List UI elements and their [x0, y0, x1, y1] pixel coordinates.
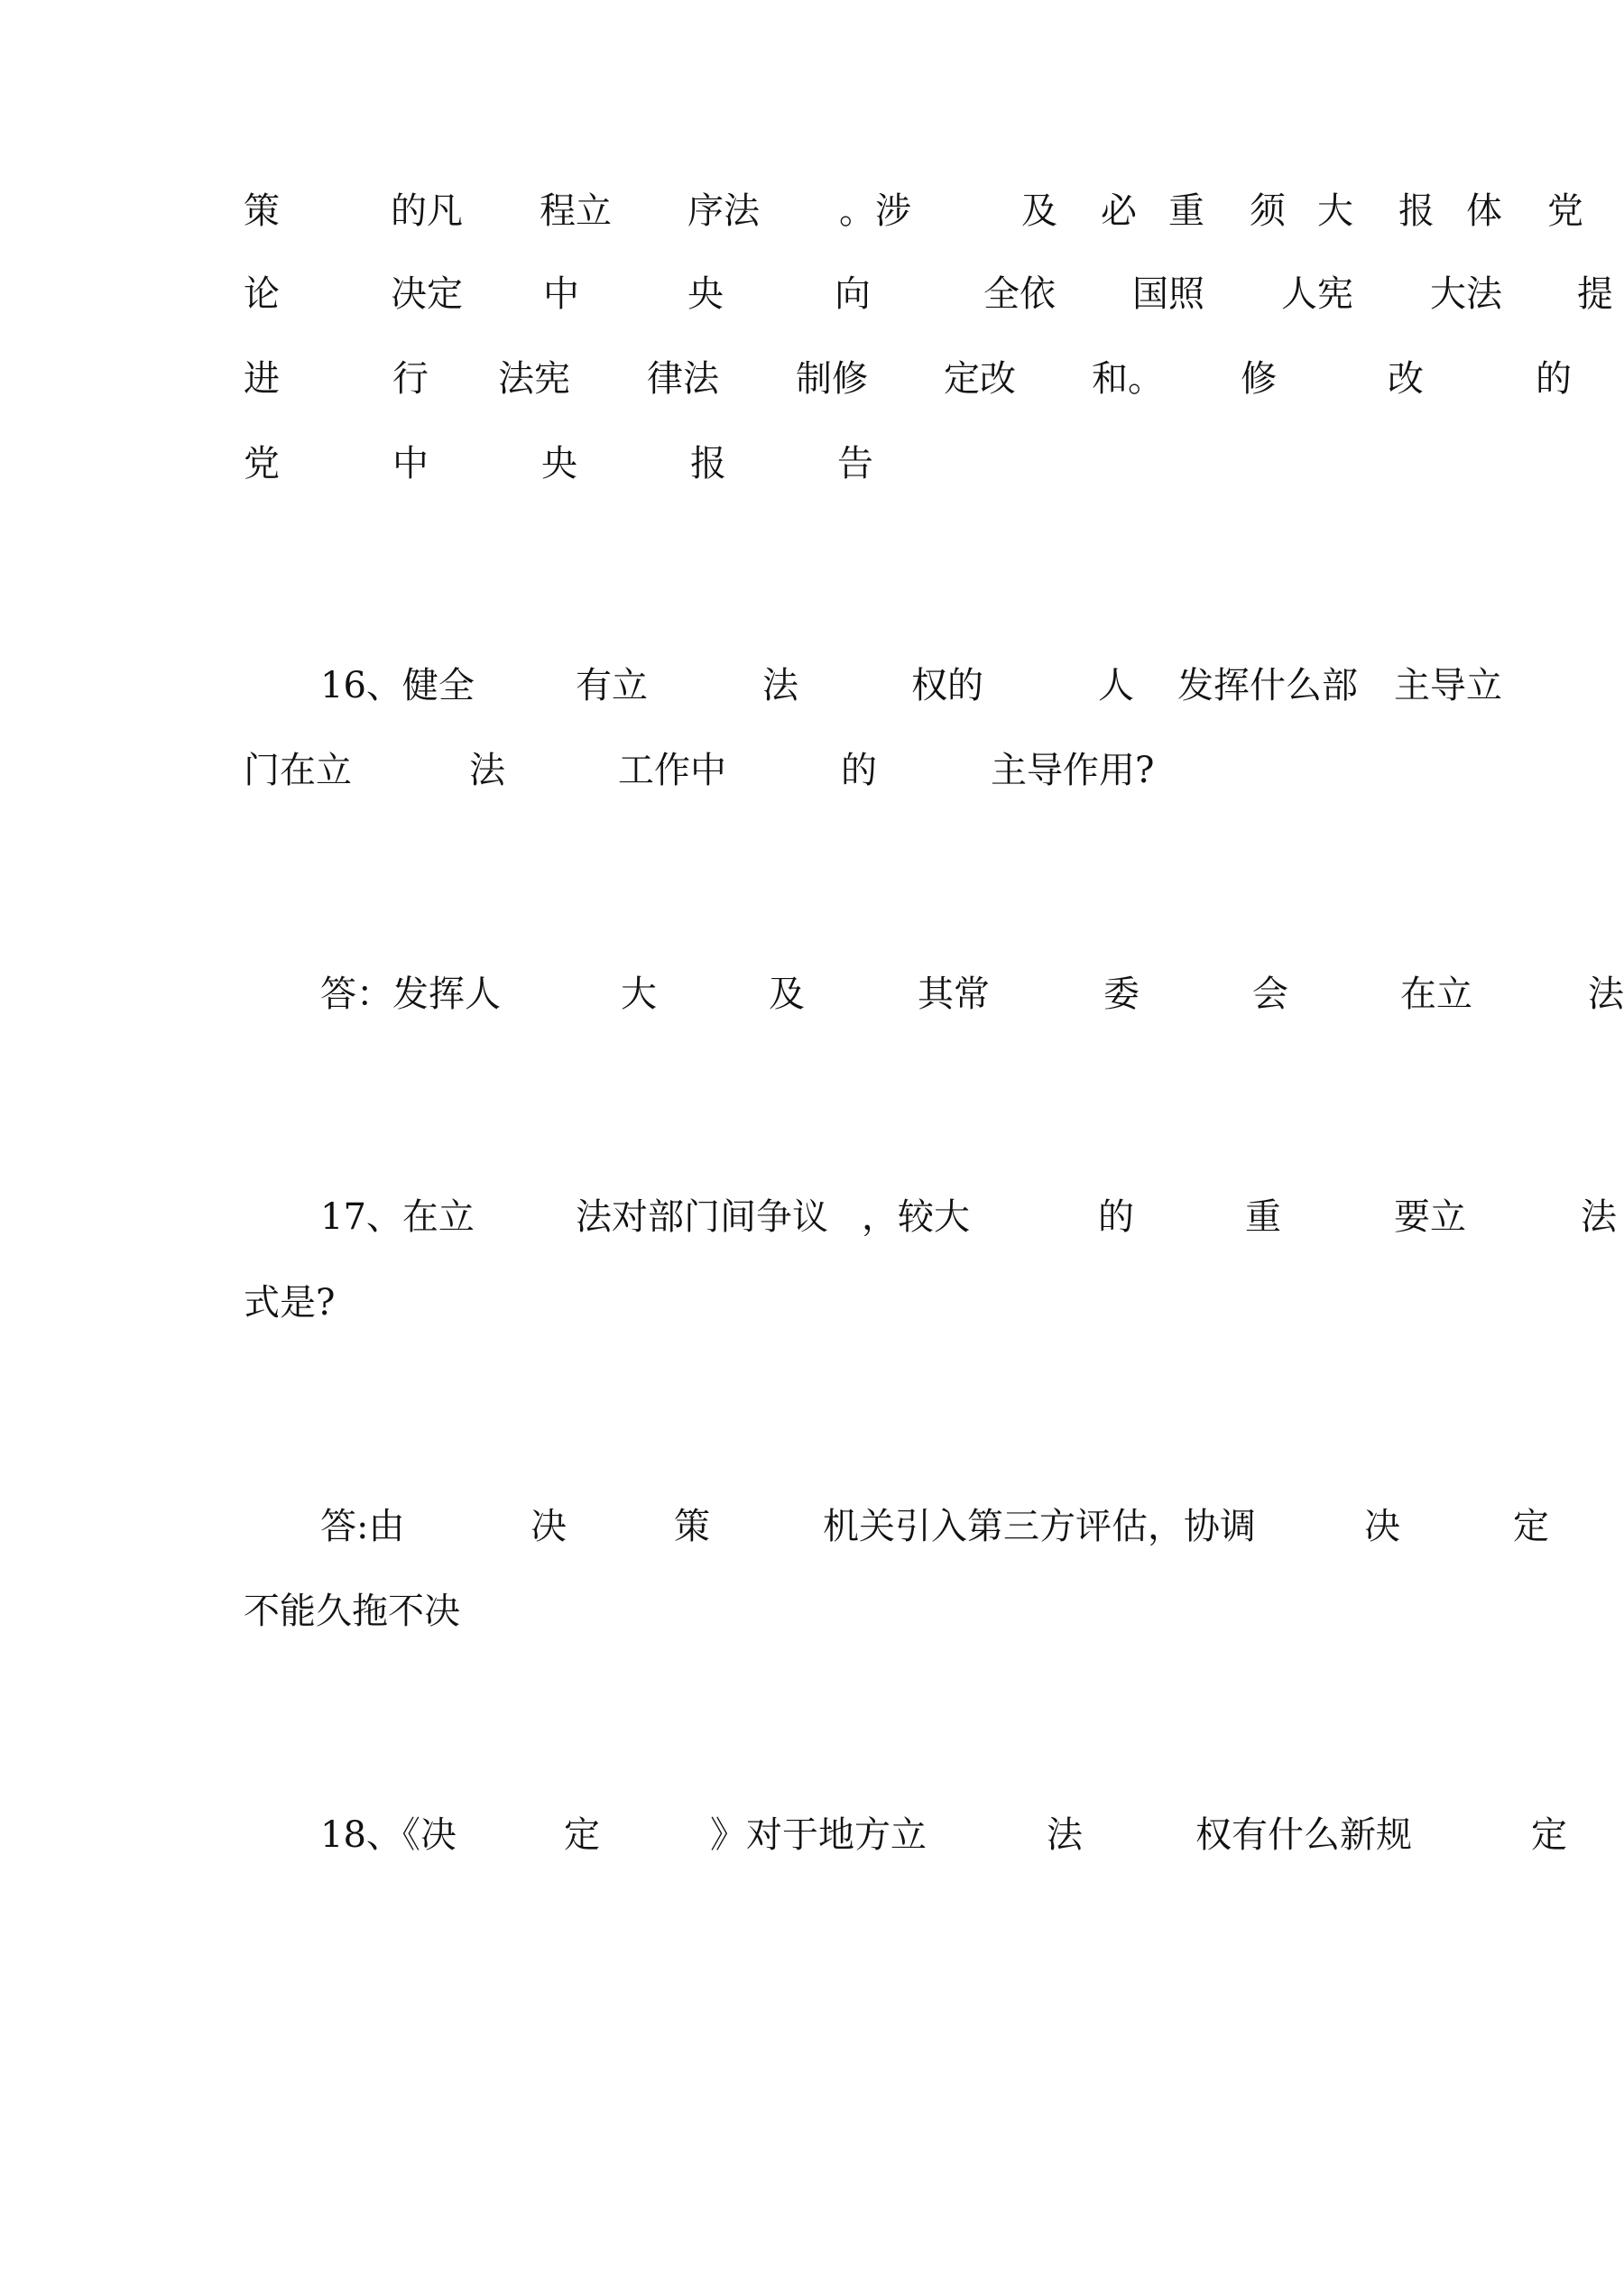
text-segment: 其常: [918, 973, 990, 1015]
text-segment: 及: [769, 973, 805, 1015]
text-segment: 的: [1098, 1196, 1134, 1238]
text-segment: 权有什么新规: [1195, 1814, 1412, 1856]
text-segment: 体: [1466, 190, 1502, 232]
text-segment: 重: [1168, 190, 1204, 232]
text-segment: 17、在立: [320, 1196, 475, 1238]
text-segment: 在立: [1400, 973, 1472, 1015]
text-segment: 制修: [796, 358, 868, 400]
text-segment: 有立: [576, 665, 648, 706]
text-segment: 答：发挥人: [320, 973, 501, 1015]
text-segment: 报: [1398, 190, 1435, 232]
text-segment: 定: [564, 1814, 600, 1856]
text-segment: 行: [392, 358, 429, 400]
text-segment: 告: [837, 443, 873, 484]
text-segment: 定: [1513, 1506, 1549, 1547]
text-segment: 进: [244, 358, 280, 400]
text-segment: 报: [690, 443, 726, 484]
text-segment: 中: [543, 273, 579, 315]
text-segment: 答:由: [320, 1506, 405, 1547]
text-segment: 论: [244, 273, 280, 315]
text-segment: 委: [1103, 973, 1140, 1015]
text-segment: 的: [841, 750, 877, 791]
text-segment: 主导作用?: [991, 750, 1155, 791]
text-segment: 决: [531, 1506, 567, 1547]
text-segment: 人宪: [1281, 273, 1353, 315]
text-segment: 和。: [1092, 358, 1164, 400]
text-segment: 法宪: [498, 358, 570, 400]
text-segment: 要立: [1394, 1196, 1466, 1238]
text-segment: 序法: [687, 190, 760, 232]
text-segment: 大法: [1430, 273, 1502, 315]
text-segment: 重: [1245, 1196, 1281, 1238]
text-segment: 国照: [1132, 273, 1204, 315]
text-segment: 必: [1101, 190, 1137, 232]
text-segment: 策: [244, 190, 280, 232]
text-segment: 。涉: [839, 190, 911, 232]
text-segment: 决定: [391, 273, 463, 315]
text-segment: 门在立: [244, 750, 352, 791]
text-segment: 策: [674, 1506, 710, 1547]
text-segment: 决: [1364, 1506, 1400, 1547]
text-segment: 16、健全: [320, 665, 475, 706]
text-segment: 全依: [983, 273, 1056, 315]
text-segment: ，较大: [862, 1196, 970, 1238]
text-segment: 式是?: [244, 1282, 336, 1324]
text-segment: 央: [687, 273, 724, 315]
text-segment: 党: [244, 443, 280, 484]
text-segment: 改: [1388, 358, 1424, 400]
text-segment: 律法: [647, 358, 719, 400]
text-segment: 修: [1241, 358, 1277, 400]
text-segment: 及: [1021, 190, 1057, 232]
text-segment: 定: [1531, 1814, 1567, 1856]
text-segment: 会: [1252, 973, 1288, 1015]
text-segment: 大: [1317, 190, 1353, 232]
text-segment: 提: [1577, 273, 1613, 315]
text-segment: 的: [1536, 358, 1572, 400]
text-segment: 向: [835, 273, 871, 315]
text-segment: 》对于地方立: [710, 1814, 927, 1856]
text-segment: 法: [1581, 1196, 1617, 1238]
text-segment: 中: [392, 443, 429, 484]
text-segment: 权的: [911, 665, 983, 706]
text-segment: 大: [621, 973, 657, 1015]
text-segment: 法: [1588, 973, 1624, 1015]
text-segment: 人: [1098, 665, 1134, 706]
text-segment: 程立: [540, 190, 612, 232]
text-segment: 法对部门间争议: [576, 1196, 828, 1238]
text-segment: 法: [1047, 1814, 1083, 1856]
text-segment: 党: [1547, 190, 1583, 232]
text-segment: 主导立: [1394, 665, 1502, 706]
text-segment: 法: [469, 750, 505, 791]
text-segment: 须: [1250, 190, 1286, 232]
text-segment: 18、《决: [320, 1814, 457, 1856]
text-segment: 定改: [944, 358, 1016, 400]
text-segment: 的凡: [391, 190, 463, 232]
text-segment: 法: [762, 665, 798, 706]
text-segment: 机关引入第三方评估，协调: [823, 1506, 1256, 1547]
text-segment: 央: [541, 443, 577, 484]
text-segment: 工作中: [618, 750, 726, 791]
text-segment: 发挥什么部: [1177, 665, 1358, 706]
text-segment: 不能久拖不决: [244, 1591, 460, 1632]
